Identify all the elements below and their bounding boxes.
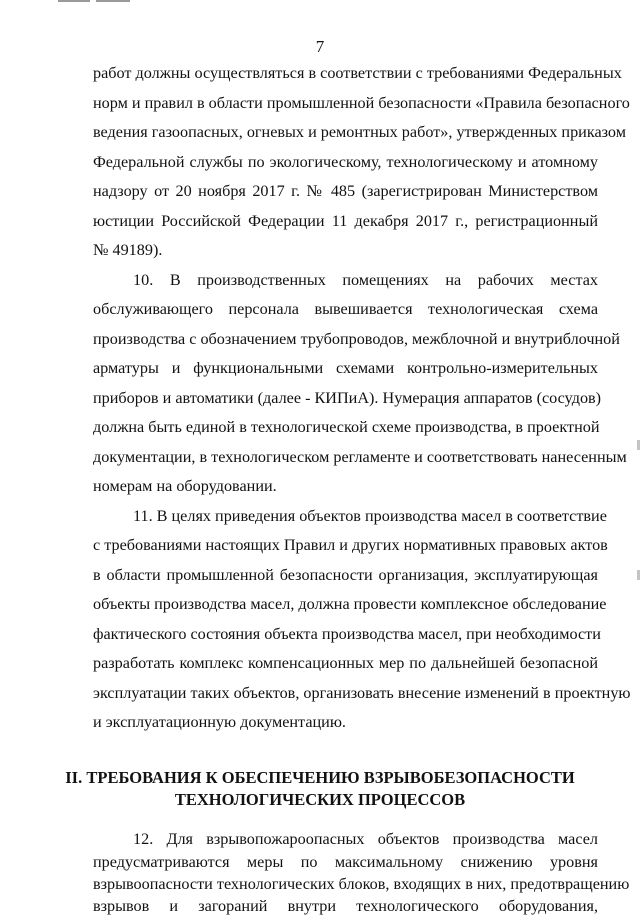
paragraph-continuation-line-3: ведения газоопасных, огневых и ремонтных работ», утвержденных приказом [93, 123, 626, 141]
paragraph-12-line-3: взрывоопасности технологических блоков, входящих в них, предотвращению [93, 875, 630, 893]
paragraph-11-line-1: 11. В целях приведения объектов производства масел в соответствие [133, 507, 607, 525]
paragraph-10-line-6: должна быть единой в технологической схеме производства, в проектной [93, 418, 600, 436]
paragraph-12-line-2: предусматриваются меры по максимальному снижению уровня [93, 853, 598, 871]
paragraph-10-line-3: производства с обозначением трубопроводов, межблочной и внутриблочной [93, 330, 620, 348]
paragraph-11-line-6: разработать комплекс компенсационных мер по дальнейшей безопасной [93, 654, 598, 672]
paragraph-10-line-5: приборов и автоматики (далее - КИПиА). Нумерация аппаратов (сосудов) [93, 389, 602, 407]
paragraph-11-line-2: с требованиями настоящих Правил и других нормативных правовых актов [93, 536, 608, 554]
paragraph-12-line-4: взрывов и загораний внутри технологического оборудования, [93, 897, 598, 915]
paragraph-continuation-line-6: юстиции Российской Федерации 11 декабря 2017 г., регистрационный [93, 212, 598, 230]
paragraph-11-line-5: фактического состояния объекта производства масел, при необходимости [93, 625, 601, 643]
paragraph-11-line-4: объекты производства масел, должна провести комплексное обследование [93, 595, 607, 613]
section-heading-line-2: ТЕХНОЛОГИЧЕСКИХ ПРОЦЕССОВ [174, 790, 466, 809]
paragraph-continuation-line-5: надзору от 20 ноября 2017 г. № 485 (зарегистрирован Министерством [93, 182, 598, 200]
paragraph-11-line-8: и эксплуатационную документацию. [93, 713, 346, 731]
paragraph-10-line-4: арматуры и функциональными схемами контрольно-измерительных [93, 359, 598, 377]
paragraph-10-line-8: номерам на оборудовании. [93, 477, 277, 495]
paragraph-10-line-2: обслуживающего персонала вывешивается технологическая схема [93, 300, 598, 318]
paragraph-continuation-line-4: Федеральной службы по экологическому, технологическому и атомному [93, 153, 598, 171]
paragraph-10-line-7: документации, в технологическом регламенте и соответствовать нанесенным [93, 448, 627, 466]
scan-artifact-right [96, 0, 130, 2]
paragraph-12-line-1: 12. Для взрывопожароопасных объектов производства масел [133, 830, 598, 848]
scan-artifact-left [58, 0, 90, 2]
paragraph-11-line-3: в области промышленной безопасности организация, эксплуатирующая [93, 566, 598, 584]
page-number: 7 [315, 37, 325, 56]
section-heading-line-1: II. ТРЕБОВАНИЯ К ОБЕСПЕЧЕНИЮ ВЗРЫВОБЕЗОПАСНОСТИ [65, 768, 575, 787]
paragraph-continuation-line-7: № 49189). [93, 241, 163, 259]
paragraph-continuation-line-2: норм и правил в области промышленной безопасности «Правила безопасного [93, 94, 630, 112]
paragraph-11-line-7: эксплуатации таких объектов, организовать внесение изменений в проектную [93, 684, 631, 702]
paragraph-10-line-1: 10. В производственных помещениях на рабочих местах [133, 271, 598, 289]
paragraph-continuation-line-1: работ должны осуществляться в соответствии с требованиями Федеральных [93, 64, 622, 82]
